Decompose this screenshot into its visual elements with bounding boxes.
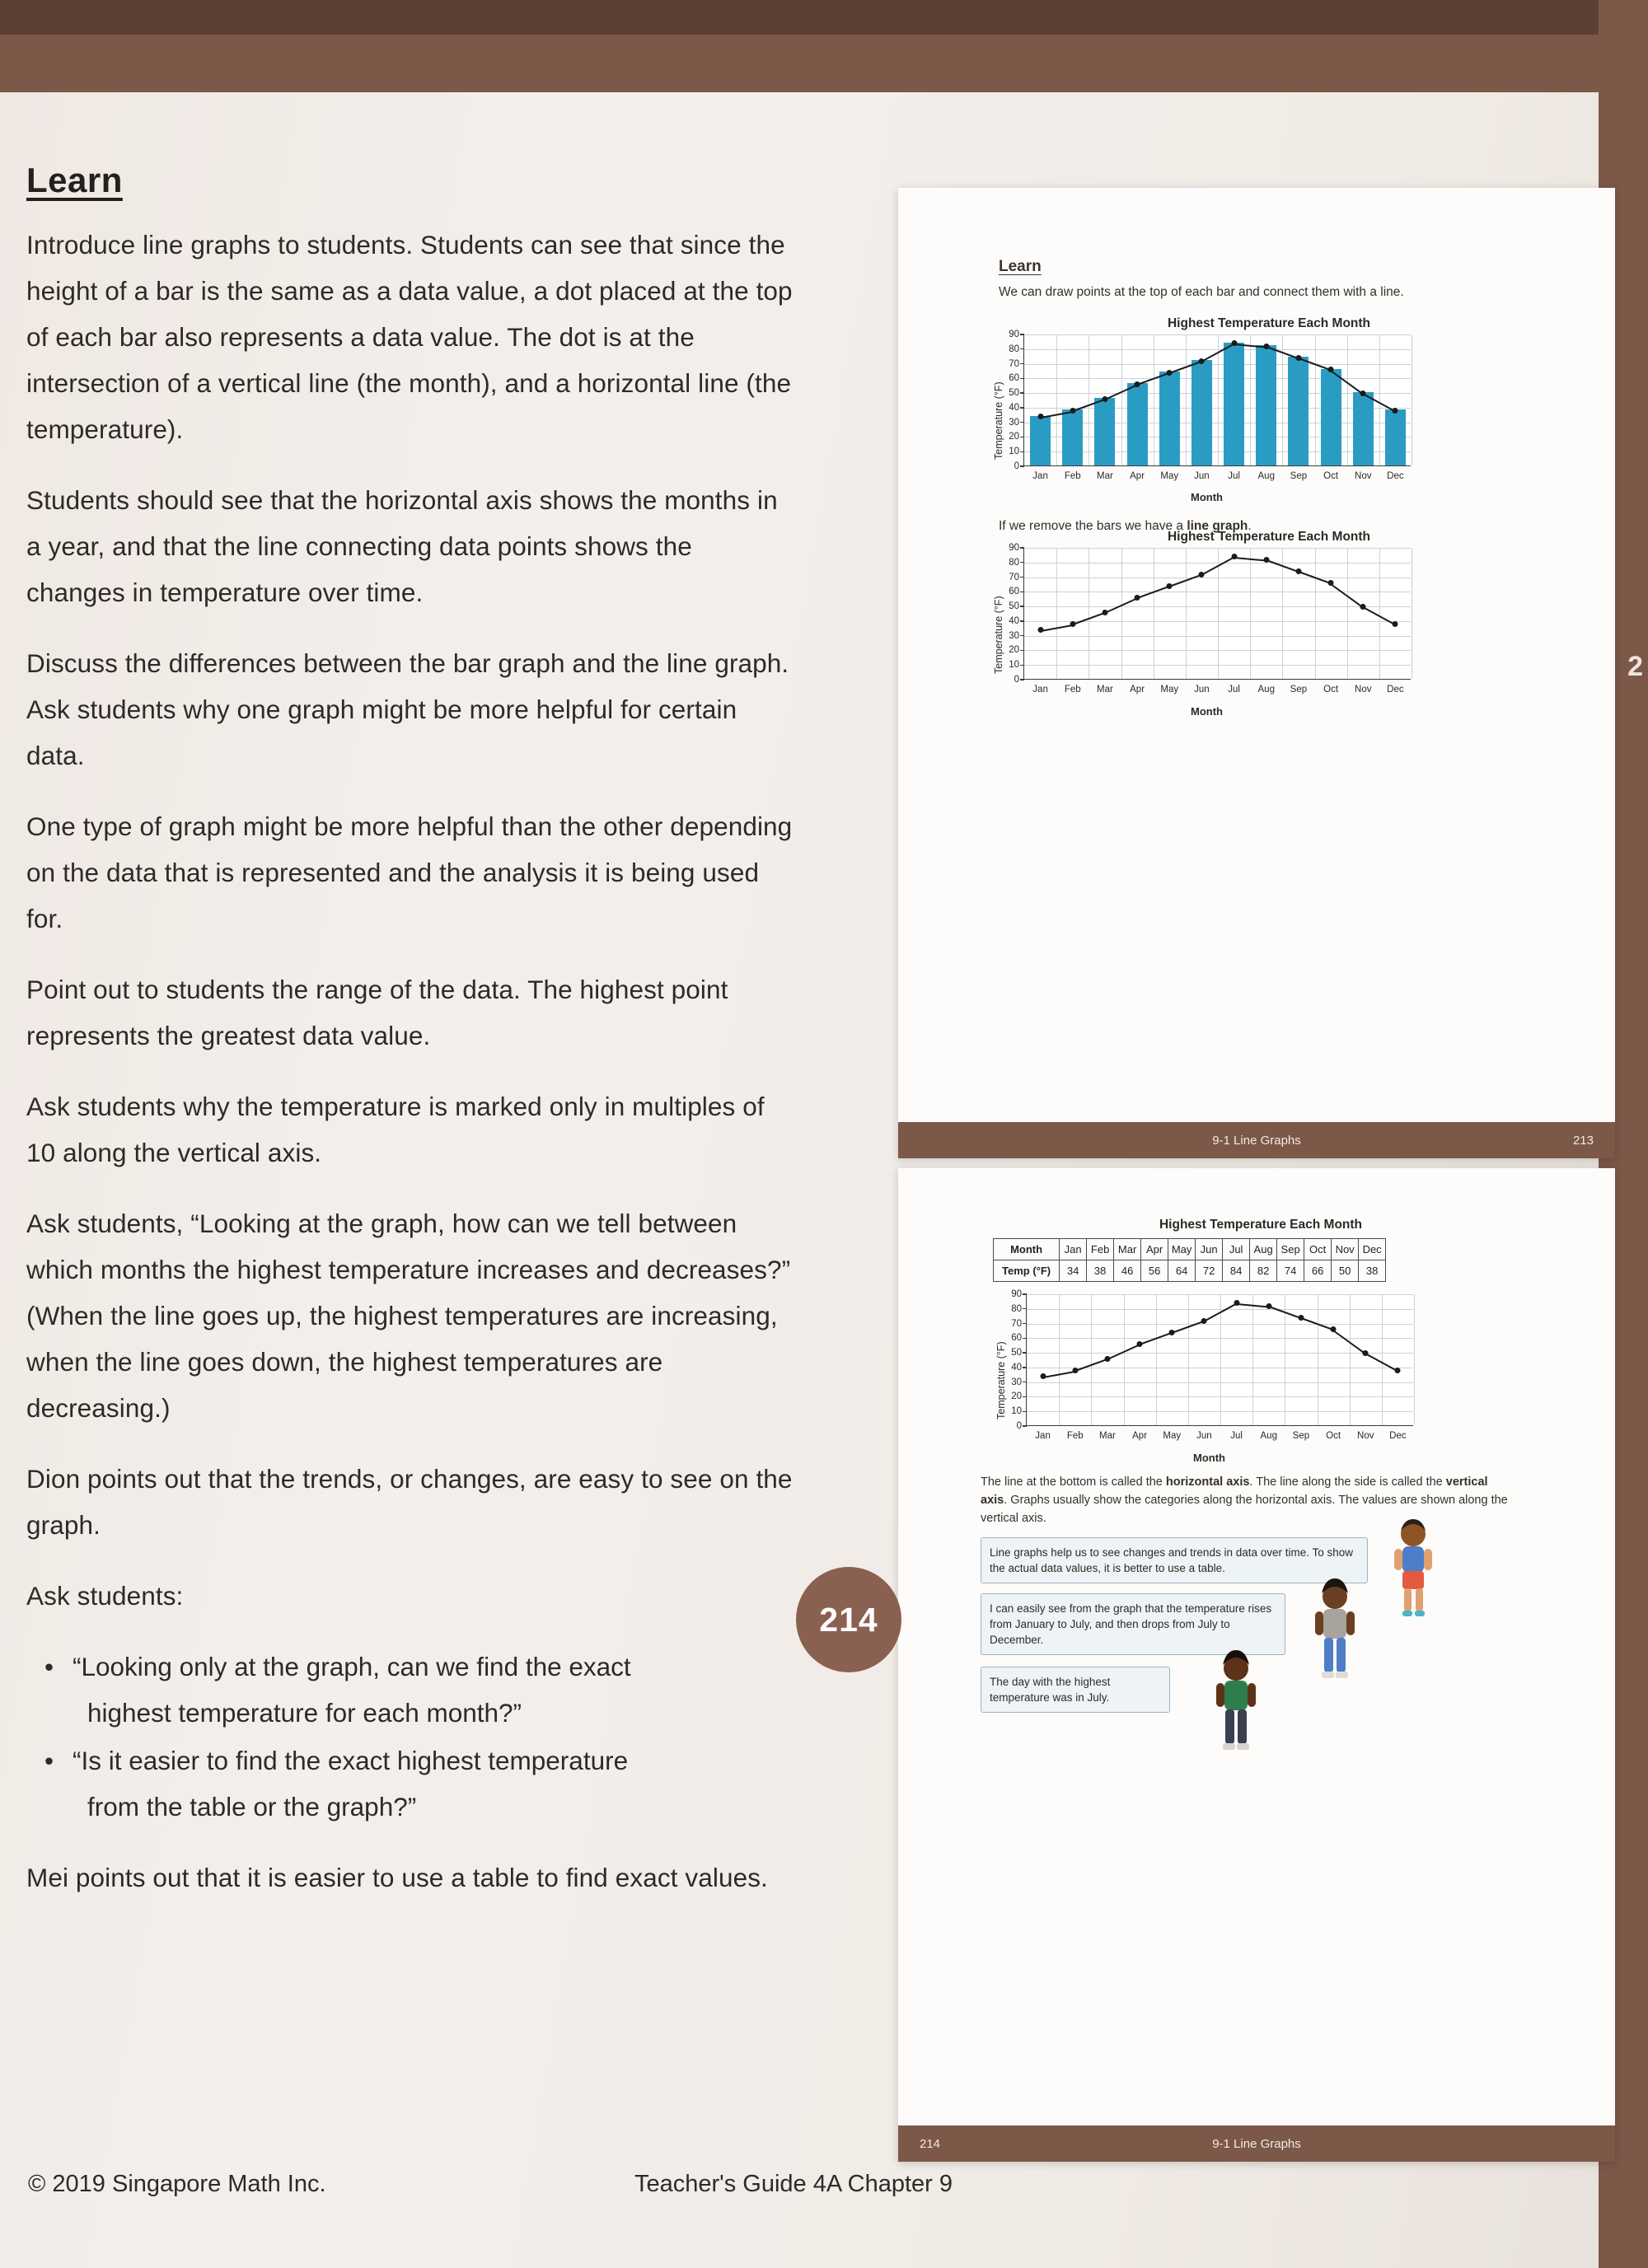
y-axis-tick-label: 20 [1011,1391,1022,1402]
data-point [1360,390,1366,396]
table-cell-temp: 38 [1359,1260,1386,1282]
note-paragraph-4: One type of graph might be more helpful than the other depending on the data that is represented and the analysis it is being used for. [26,811,793,933]
bar [1030,416,1051,465]
sb213-footer-bar [898,1122,1615,1158]
x-axis-tick-label: Nov [1357,1431,1374,1441]
speech-bubble-2: I can easily see from the graph that the temperature rises from January to July, and then drops from July to December. [981,1593,1285,1655]
y-axis-tick-mark [1020,422,1024,423]
bar [1192,360,1212,465]
y-axis-tick-label: 90 [1011,1289,1022,1299]
top-dark-band [0,0,1648,35]
x-axis-tick-label: Jul [1228,685,1240,694]
x-axis-tick-label: Jan [1032,685,1048,694]
sb213-footer-page: 213 [1572,1134,1594,1148]
chart2-title: Highest Temperature Each Month [1167,530,1371,544]
x-axis-tick-label: May [1163,1431,1182,1441]
y-axis-tick-mark [1023,1367,1027,1368]
bar [1385,409,1406,465]
y-axis-tick-label: 10 [1011,1406,1022,1417]
bar [1224,343,1244,465]
y-axis-tick-mark [1020,348,1024,349]
data-point [1167,583,1173,589]
y-axis-tick-label: 80 [1009,344,1019,354]
x-axis-tick-label: Oct [1326,1431,1341,1441]
note-paragraph-3: Discuss the differences between the bar graph and the line graph. Ask students why one graph might be more helpful for certain data. [26,648,789,770]
chart2-x-axis-label: Month [1191,705,1223,718]
bar [1256,345,1276,465]
sb213-learn-heading: Learn [999,258,1042,275]
bullet-dot: • [44,1746,54,1775]
speech-bubble-3: The day with the highest temperature was in July. [981,1667,1170,1713]
data-point [1328,367,1334,372]
x-axis-tick-label: Sep [1290,471,1308,481]
data-point [1070,408,1075,414]
y-axis-tick-mark [1023,1338,1027,1339]
sb214-table-title: Highest Temperature Each Month [1159,1218,1363,1232]
y-axis-tick-label: 30 [1009,417,1019,428]
y-axis-tick-mark [1020,635,1024,636]
grid-line-vertical [1382,1294,1383,1425]
y-axis-tick-label: 20 [1009,432,1019,442]
speech-bubble-1: Line graphs help us to see changes and trends in data over time. To show the actual data values, it is better to use a table. [981,1537,1368,1583]
x-axis-tick-label: Feb [1064,471,1081,481]
chart3-x-axis-label: Month [1193,1452,1225,1464]
note-paragraph-7: Ask students, “Looking at the graph, how can we tell between which months the highest temperature increases and decreases?” (When the line goes up, the highest temperatures are increasing, when the line goes down, the highest temperatures are decreasing.) [26,1209,791,1423]
x-axis-tick-label: Apr [1130,471,1145,481]
y-axis-tick-label: 90 [1009,330,1019,339]
y-axis-tick-label: 50 [1011,1348,1022,1358]
y-axis-tick-mark [1023,1425,1027,1426]
sb214-footer-page: 214 [920,2137,941,2151]
data-point [1037,627,1043,633]
y-axis-tick-label: 80 [1011,1303,1022,1314]
table-cell-month: Jun [1196,1239,1223,1260]
y-axis-tick-label: 0 [1016,1421,1022,1431]
plot-top-border [1024,548,1411,549]
table-cell-month: May [1168,1239,1196,1260]
grid-line-vertical [1188,1294,1189,1425]
data-point [1037,414,1043,419]
y-axis-tick-label: 20 [1009,645,1019,656]
footer-copyright: © 2019 Singapore Math Inc. [28,2171,326,2197]
table-cell-temp: 56 [1141,1260,1168,1282]
grid-line-vertical [1220,1294,1221,1425]
bar [1127,383,1148,465]
chart1-x-axis-label: Month [1191,491,1223,503]
table-cell-month: Aug [1250,1239,1277,1260]
list-item-line-1: “Looking only at the graph, can we find the exact [73,1652,631,1681]
table-cell-temp: 46 [1114,1260,1141,1282]
grid-line-vertical [1218,548,1219,679]
x-axis-tick-label: Feb [1066,1431,1084,1441]
grid-line-vertical [1186,334,1187,465]
data-point [1040,1373,1046,1379]
note-paragraph-8: Dion points out that the trends, or changes, are easy to see on the graph. [26,1464,793,1540]
bar [1159,372,1180,465]
table-cell-temp: 64 [1168,1260,1196,1282]
y-axis-tick-mark [1023,1308,1027,1309]
grid-line-vertical [1121,334,1122,465]
sb214-para-part1: The line at the bottom is called the [981,1475,1166,1489]
grid-line-vertical [1250,548,1251,679]
x-axis-tick-label: Feb [1064,685,1081,694]
grid-line-vertical [1315,548,1316,679]
y-axis-tick-mark [1023,1396,1027,1397]
data-point [1360,604,1366,610]
y-axis-tick-mark [1020,665,1024,666]
x-axis-tick-label: Dec [1389,1431,1407,1441]
data-point [1199,572,1205,578]
data-point [1135,595,1140,601]
chart3-y-axis-label: Temperature (°F) [995,1341,1007,1419]
data-point [1363,1350,1369,1356]
bar [1321,369,1341,465]
y-axis-tick-mark [1020,407,1024,408]
data-point [1070,621,1075,627]
table-cell-month: Jan [1060,1239,1087,1260]
y-axis-tick-mark [1020,392,1024,393]
x-axis-tick-label: Jun [1194,471,1210,481]
y-axis-tick-mark [1023,1411,1027,1412]
grid-line-vertical [1315,334,1316,465]
sb213-mid-text-part1: If we remove the bars we have a [999,519,1187,533]
grid-line-vertical [1156,1294,1157,1425]
footer-center-label: Teacher's Guide 4A Chapter 9 [634,2171,953,2197]
y-axis-tick-label: 80 [1009,557,1019,568]
data-point [1266,1303,1271,1309]
grid-line-vertical [1121,548,1122,679]
y-axis-tick-mark [1020,465,1024,466]
grid-line-vertical [1056,334,1057,465]
data-point [1295,355,1301,361]
y-axis-tick-label: 60 [1009,373,1019,384]
y-axis-tick-label: 30 [1009,630,1019,641]
page-title: Learn [26,161,123,199]
y-axis-tick-mark [1023,1323,1027,1324]
grid-line-vertical [1091,1294,1092,1425]
data-point [1234,1300,1239,1306]
note-paragraph-2: Students should see that the horizontal axis shows the months in a year, and that the line connecting data points shows the changes in temperature over time. [26,485,778,607]
y-axis-tick-label: 50 [1009,601,1019,612]
x-axis-tick-label: Jun [1194,685,1210,694]
bar [1288,357,1309,465]
data-point [1102,396,1107,402]
x-axis-tick-label: Jul [1230,1431,1243,1441]
data-point [1102,610,1107,615]
sb214-footer-section: 9-1 Line Graphs [1212,2137,1301,2151]
table-cell-temp: 38 [1087,1260,1114,1282]
sb214-para-part2: . The line along the side is called the [1249,1475,1446,1489]
table-cell-month: Jul [1223,1239,1250,1260]
data-point [1201,1318,1207,1324]
data-point [1231,340,1237,346]
y-axis-tick-mark [1020,577,1024,578]
y-axis-tick-mark [1023,1352,1027,1353]
sb213-intro-text: We can draw points at the top of each bar and connect them with a line. [999,285,1404,299]
y-axis-tick-mark [1020,451,1024,452]
y-axis-tick-label: 40 [1009,402,1019,413]
y-axis-tick-label: 30 [1011,1377,1022,1387]
y-axis-tick-label: 60 [1009,587,1019,597]
table-cell-month: Mar [1114,1239,1141,1260]
teacher-notes-column [26,161,793,1925]
student-figure-boy [1306,1578,1364,1690]
data-point [1072,1368,1078,1373]
y-axis-tick-mark [1020,562,1024,563]
note-closing-paragraph: Mei points out that it is easier to use a table to find exact values. [26,1863,768,1892]
table-cell-temp: 66 [1304,1260,1332,1282]
grid-line-vertical [1379,548,1380,679]
plot-top-border [1024,334,1411,335]
ask-students-list [26,1644,793,1830]
table-cell-temp: 50 [1332,1260,1359,1282]
y-axis-tick-label: 70 [1011,1318,1022,1329]
x-axis-tick-label: May [1160,471,1179,481]
grid-line-vertical [1282,548,1283,679]
bar [1094,398,1115,465]
x-axis-tick-label: Mar [1097,471,1113,481]
y-axis-tick-label: 70 [1009,358,1019,369]
sb213-mid-text-part2: . [1248,519,1252,533]
table-cell-temp: 74 [1277,1260,1304,1282]
y-axis-tick-label: 0 [1014,461,1019,471]
y-axis-tick-mark [1020,378,1024,379]
x-axis-tick-label: Apr [1130,685,1145,694]
note-paragraph-6: Ask students why the temperature is marked only in multiples of 10 along the vertical axis. [26,1092,765,1167]
data-point [1331,1326,1337,1332]
y-axis-tick-label: 70 [1009,572,1019,582]
x-axis-tick-label: Oct [1323,471,1339,481]
x-axis-tick-label: Nov [1355,685,1372,694]
x-axis-tick-label: Jun [1196,1431,1212,1441]
x-axis-tick-label: Dec [1387,471,1404,481]
table-cell-temp: 84 [1223,1260,1250,1282]
y-axis-tick-mark [1020,620,1024,621]
list-item-line-1: “Is it easier to find the exact highest temperature [73,1746,629,1775]
table-cell-temp: 82 [1250,1260,1277,1282]
data-point [1169,1330,1175,1335]
page-number-badge: 214 [796,1567,901,1672]
x-axis-tick-label: Dec [1387,685,1404,694]
table-row [994,1239,1386,1260]
list-item [26,1737,793,1830]
sb214-footer-bar [898,2125,1615,2162]
y-axis-tick-label: 40 [1011,1362,1022,1372]
data-point [1263,557,1269,563]
plot-top-border [1027,1294,1413,1295]
y-axis-tick-label: 90 [1009,543,1019,553]
grid-line-vertical [1056,548,1057,679]
x-axis-tick-label: Aug [1260,1431,1277,1441]
y-axis-tick-label: 0 [1014,675,1019,685]
grid-line-vertical [1350,1294,1351,1425]
grid-line-vertical [1250,334,1251,465]
data-point [1263,344,1269,349]
student-book-page-213 [898,188,1615,1158]
grid-line-vertical [1347,548,1348,679]
data-point [1231,554,1237,559]
grid-line-vertical [1282,334,1283,465]
note-paragraph-9: Ask students: [26,1581,184,1611]
x-axis-tick-label: Aug [1257,685,1275,694]
table-cell-month: Oct [1304,1239,1332,1260]
y-axis-tick-label: 40 [1009,615,1019,626]
x-axis-tick-label: Oct [1323,685,1339,694]
data-point [1393,621,1398,627]
x-axis-tick-label: Jan [1035,1431,1051,1441]
note-paragraph-1: Introduce line graphs to students. Students can see that since the height of a bar is the same as a data value, a dot placed at the top of each bar also represents a data value. The dot is at the intersection of a vertical line (the month), and a horizontal line (the temperature). [26,230,793,444]
sb214-para-part3: . Graphs usually show the categories along the horizontal axis. The values are shown along the vertical axis. [981,1494,1508,1525]
data-point [1298,1315,1304,1321]
table-cell-temp: 34 [1060,1260,1087,1282]
data-point [1295,568,1301,574]
table-cell-month: Apr [1141,1239,1168,1260]
grid-line-vertical [1347,334,1348,465]
chart1-y-axis-label: Temperature (°F) [993,381,1004,460]
y-axis-tick-label: 60 [1011,1333,1022,1344]
grid-line-vertical [1186,548,1187,679]
grid-line-vertical [1414,1294,1415,1425]
data-point [1199,358,1205,364]
x-axis-tick-label: Mar [1099,1431,1116,1441]
data-point [1104,1356,1110,1362]
data-point [1328,580,1334,586]
x-axis-tick-label: May [1160,685,1179,694]
table-cell-temp: 72 [1196,1260,1223,1282]
data-point [1137,1341,1143,1347]
sb214-para-bold1: horizontal axis [1165,1475,1250,1489]
y-axis-tick-mark [1020,650,1024,651]
sb213-mid-text-bold: line graph [1187,519,1248,533]
x-axis-tick-label: Nov [1355,471,1372,481]
bar [1062,409,1083,465]
edge-page-number: 2 [1627,651,1643,682]
sb213-footer-section: 9-1 Line Graphs [1212,1134,1301,1148]
grid-line-vertical [1218,334,1219,465]
y-axis-tick-label: 50 [1009,388,1019,399]
y-axis-tick-label: 10 [1009,447,1019,457]
sb214-para-bold2: vertical axis [981,1475,1488,1507]
bullet-dot: • [44,1652,54,1681]
student-figure-boy-green [1207,1650,1265,1761]
table-row [994,1260,1386,1282]
x-axis-tick-label: Mar [1097,685,1113,694]
data-point [1395,1368,1401,1373]
x-axis-tick-label: Apr [1132,1431,1148,1441]
table-cell-month: Dec [1359,1239,1386,1260]
data-point [1167,370,1173,376]
student-figure-girl [1384,1517,1442,1625]
y-axis-tick-mark [1020,679,1024,680]
note-paragraph-5: Point out to students the range of the data. The highest point represents the greatest data value. [26,975,728,1050]
x-axis-tick-label: Jan [1032,471,1048,481]
bar [1353,392,1374,465]
x-axis-tick-label: Sep [1292,1431,1310,1441]
list-item-line-2: highest temperature for each month?” [87,1698,522,1728]
x-axis-tick-label: Sep [1290,685,1308,694]
table-row-header: Temp (°F) [994,1260,1060,1282]
table-cell-month: Nov [1332,1239,1359,1260]
grid-line-vertical [1124,1294,1125,1425]
y-axis-tick-mark [1020,363,1024,364]
data-table [993,1238,1386,1282]
student-book-page-214 [898,1168,1615,2162]
grid-line-vertical [1059,1294,1060,1425]
list-item [26,1644,793,1736]
list-item-line-2: from the table or the graph?” [87,1792,417,1821]
grid-line-vertical [1252,1294,1253,1425]
table-row-header: Month [994,1239,1060,1260]
chart2-y-axis-label: Temperature (°F) [993,596,1004,674]
y-axis-tick-label: 10 [1009,660,1019,671]
chart1-title: Highest Temperature Each Month [1167,316,1371,330]
grid-line-vertical [1379,334,1380,465]
data-point [1393,408,1398,414]
data-point [1135,381,1140,387]
x-axis-tick-label: Aug [1257,471,1275,481]
table-cell-month: Feb [1087,1239,1114,1260]
x-axis-tick-label: Jul [1228,471,1240,481]
table-cell-month: Sep [1277,1239,1304,1260]
